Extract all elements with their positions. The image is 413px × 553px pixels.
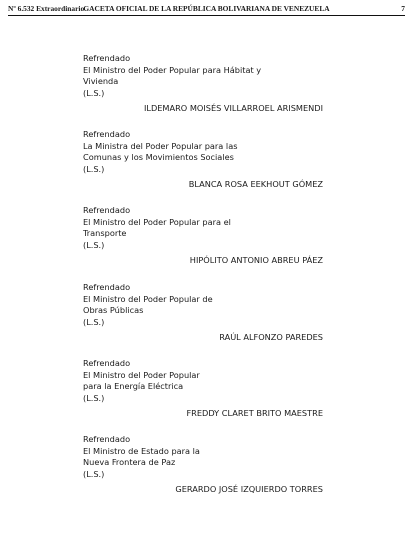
seal-mark: (L.S.)	[83, 392, 105, 403]
ministry-line: Nueva Frontera de Paz	[83, 457, 176, 468]
countersigned-label: Refrendado	[83, 205, 131, 215]
issue-number: Nº 6.532 Extraordinario	[8, 4, 85, 13]
signatory-name: HIPÓLITO ANTONIO ABREU PÁEZ	[189, 255, 323, 266]
ministry-line: Vivienda	[83, 76, 119, 87]
seal-mark: (L.S.)	[83, 316, 105, 327]
countersignature-block	[83, 282, 323, 344]
signatory-name: GERARDO JOSÉ IZQUIERDO TORRES	[175, 484, 323, 495]
signatory-name: FREDDY CLARET BRITO MAESTRE	[186, 408, 323, 419]
countersigned-label: Refrendado	[83, 53, 131, 63]
ministry-line: Obras Públicas	[83, 305, 144, 316]
ministry-line: El Ministro del Poder Popular para Hábitat y	[83, 64, 262, 75]
countersigned-label: Refrendado	[83, 282, 131, 292]
seal-mark: (L.S.)	[83, 239, 105, 250]
header-rule	[8, 15, 405, 16]
countersignature-block	[83, 434, 323, 496]
ministry-line: Comunas y los Movimientos Sociales	[83, 152, 234, 163]
page-number: 7	[401, 4, 405, 13]
signatory-name: RAÚL ALFONZO PAREDES	[219, 332, 323, 343]
ministry-line: para la Energía Eléctrica	[83, 381, 184, 392]
ministry-line: El Ministro del Poder Popular para el	[83, 216, 231, 227]
countersigned-label: Refrendado	[83, 434, 131, 444]
signatory-name: BLANCA ROSA EEKHOUT GÓMEZ	[188, 179, 323, 190]
countersignature-block	[83, 205, 323, 267]
signatory-name: ILDEMARO MOISÉS VILLARROEL ARISMENDI	[143, 103, 323, 114]
countersignature-block	[83, 129, 323, 191]
ministry-line: La Ministra del Poder Popular para las	[83, 140, 238, 151]
ministry-line: El Ministro del Poder Popular de	[83, 293, 213, 304]
seal-mark: (L.S.)	[83, 468, 105, 479]
countersigned-label: Refrendado	[83, 358, 131, 368]
countersignature-block	[83, 53, 323, 115]
ministry-line: Transporte	[83, 228, 127, 239]
ministry-line: El Ministro de Estado para la	[83, 445, 200, 456]
gazette-title: GACETA OFICIAL DE LA REPÚBLICA BOLIVARIANA DE VENEZUELA	[83, 4, 330, 13]
seal-mark: (L.S.)	[83, 163, 105, 174]
seal-mark: (L.S.)	[83, 87, 105, 98]
ministry-line: El Ministro del Poder Popular	[83, 369, 200, 380]
page-header	[8, 2, 405, 15]
countersigned-label: Refrendado	[83, 129, 131, 139]
countersignature-block	[83, 358, 323, 420]
